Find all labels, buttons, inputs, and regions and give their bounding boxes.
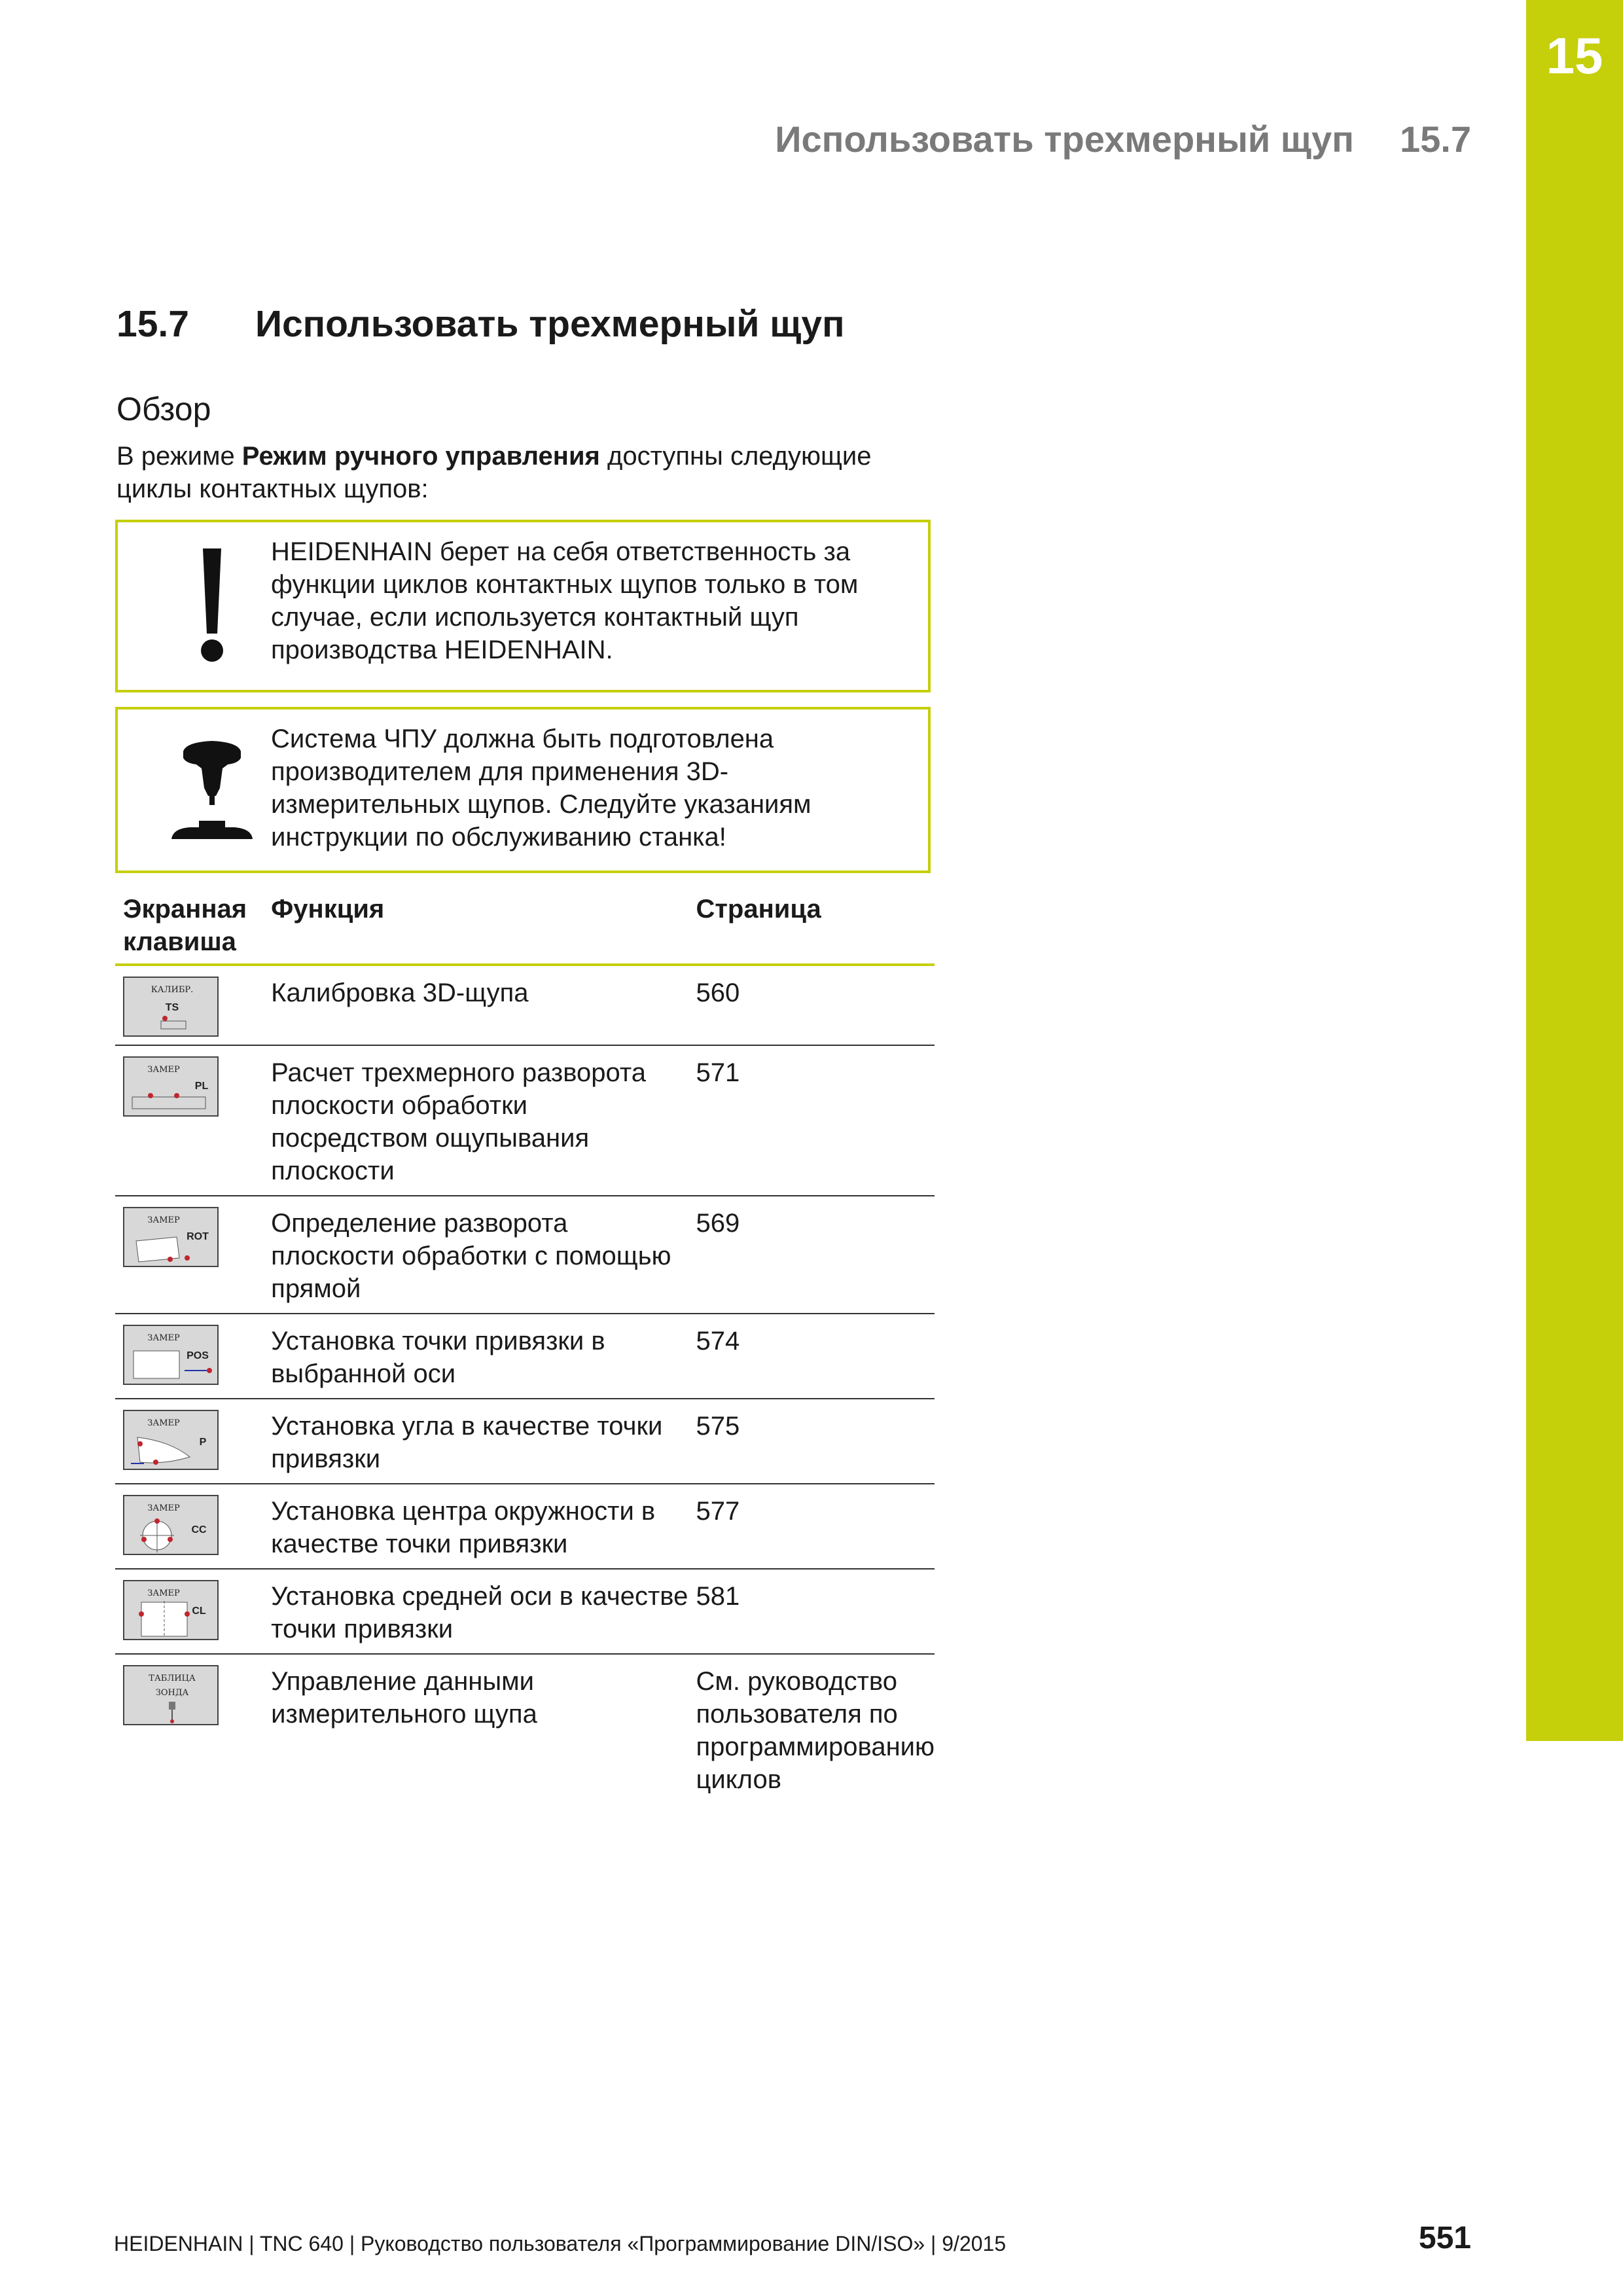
softkey-label: ЗАМЕР xyxy=(147,1503,180,1513)
subsection-title: Обзор xyxy=(116,391,211,427)
page-cell: 569 xyxy=(696,1209,740,1238)
function-cell: Установка точки привязки в выбранной оси xyxy=(271,1327,605,1388)
softkey-label: ЗАМЕР xyxy=(147,1215,180,1225)
softkey-calibrate-ts[interactable] xyxy=(123,977,219,1037)
table-row xyxy=(115,1654,935,1804)
table-row xyxy=(115,1045,935,1196)
softkey-label: КАЛИБР. xyxy=(151,985,194,995)
note-text: Система ЧПУ должна быть подготовлена производителем для применения 3D-измерительных щупов. Следуйте указаниям инструкции по обслуживанию станка! xyxy=(271,725,812,852)
softkey-label: ЗАМЕР xyxy=(147,1065,180,1075)
softkey-cell xyxy=(115,1399,263,1484)
section-title xyxy=(116,302,845,346)
softkey-label: ЗАМЕР xyxy=(147,1588,180,1598)
table-header-row xyxy=(115,882,935,965)
running-head-number: 15.7 xyxy=(1400,118,1471,160)
softkey-probe-position[interactable] xyxy=(123,1325,219,1385)
page-cell: См. руководство пользователя по программированию циклов xyxy=(696,1667,935,1794)
function-cell: Определение разворота плоскости обработки с помощью прямой xyxy=(271,1209,671,1303)
header-softkey: Экранная клавиша xyxy=(123,895,247,956)
note-text: HEIDENHAIN берет на себя ответственность за функции циклов контактных щупов только в том случае, если используется контактный щуп производства HEIDENHAIN. xyxy=(271,537,859,664)
softkey-probe-corner[interactable] xyxy=(123,1410,219,1470)
softkey-cell xyxy=(115,1484,263,1569)
intro-paragraph xyxy=(116,440,935,505)
softkey-cell xyxy=(115,965,263,1045)
header-page: Страница xyxy=(696,895,821,924)
function-cell: Установка средней оси в качестве точки привязки xyxy=(271,1582,688,1643)
page-number: 551 xyxy=(1418,2221,1471,2255)
intro-mode-name: Режим ручного управления xyxy=(241,442,600,471)
page-cell: 575 xyxy=(696,1412,740,1441)
softkey-code: P xyxy=(199,1437,207,1448)
softkey-probe-center-line[interactable] xyxy=(123,1580,219,1640)
table-row xyxy=(115,1569,935,1654)
function-cell: Калибровка 3D-щупа xyxy=(271,978,529,1007)
softkey-label: ТАБЛИЦА xyxy=(149,1674,196,1683)
table-row xyxy=(115,1196,935,1314)
section-title-text: Использовать трехмерный щуп xyxy=(255,303,845,345)
page-cell: 571 xyxy=(696,1058,740,1087)
machine-tool-icon xyxy=(160,729,264,860)
softkey-label-second-line: ЗОНДА xyxy=(155,1688,189,1698)
page-cell: 581 xyxy=(696,1582,740,1611)
intro-text: В режиме xyxy=(116,442,242,471)
softkey-table xyxy=(115,882,935,1804)
running-head xyxy=(775,118,1471,160)
softkey-cell xyxy=(115,1314,263,1399)
chapter-side-bar xyxy=(1526,0,1623,1741)
header-function: Функция xyxy=(271,895,385,924)
function-cell: Установка центра окружности в качестве точки привязки xyxy=(271,1497,656,1558)
function-cell: Расчет трехмерного разворота плоскости обработки посредством ощупывания плоскости xyxy=(271,1058,646,1185)
softkey-code: CC xyxy=(191,1524,207,1535)
table-row xyxy=(115,965,935,1045)
softkey-probe-plane[interactable] xyxy=(123,1056,219,1117)
page-cell: 560 xyxy=(696,978,740,1007)
softkey-cell xyxy=(115,1045,263,1196)
page-footer: HEIDENHAIN | TNC 640 | Руководство пользователя «Программирование DIN/ISO» | 9/2015 xyxy=(114,2232,1007,2255)
softkey-label: ЗАМЕР xyxy=(147,1418,180,1428)
softkey-probe-table[interactable] xyxy=(123,1665,219,1725)
softkey-code: ROT xyxy=(187,1231,209,1242)
softkey-code: POS xyxy=(187,1350,209,1361)
softkey-cell xyxy=(115,1654,263,1804)
exclamation-icon xyxy=(160,542,264,673)
section-number: 15.7 xyxy=(116,303,189,345)
softkey-code: TS xyxy=(165,1002,179,1013)
function-cell: Управление данными измерительного щупа xyxy=(271,1667,537,1729)
intro-text-end: доступны следующие циклы контактных щупов: xyxy=(116,442,872,503)
table-row xyxy=(115,1314,935,1399)
chapter-number: 15 xyxy=(1546,27,1603,84)
softkey-cell xyxy=(115,1569,263,1654)
softkey-probe-rotation[interactable] xyxy=(123,1207,219,1267)
function-cell: Установка угла в качестве точки привязки xyxy=(271,1412,663,1473)
note-box-machine xyxy=(115,707,931,873)
table-row xyxy=(115,1399,935,1484)
softkey-code: PL xyxy=(194,1081,209,1092)
softkey-probe-circle-center[interactable] xyxy=(123,1495,219,1555)
note-box-responsibility xyxy=(115,520,931,692)
softkey-cell xyxy=(115,1196,263,1314)
softkey-label: ЗАМЕР xyxy=(147,1333,180,1343)
softkey-code: CL xyxy=(192,1605,206,1617)
page-cell: 574 xyxy=(696,1327,740,1355)
table-row xyxy=(115,1484,935,1569)
page-cell: 577 xyxy=(696,1497,740,1526)
running-head-title: Использовать трехмерный щуп xyxy=(775,118,1354,160)
